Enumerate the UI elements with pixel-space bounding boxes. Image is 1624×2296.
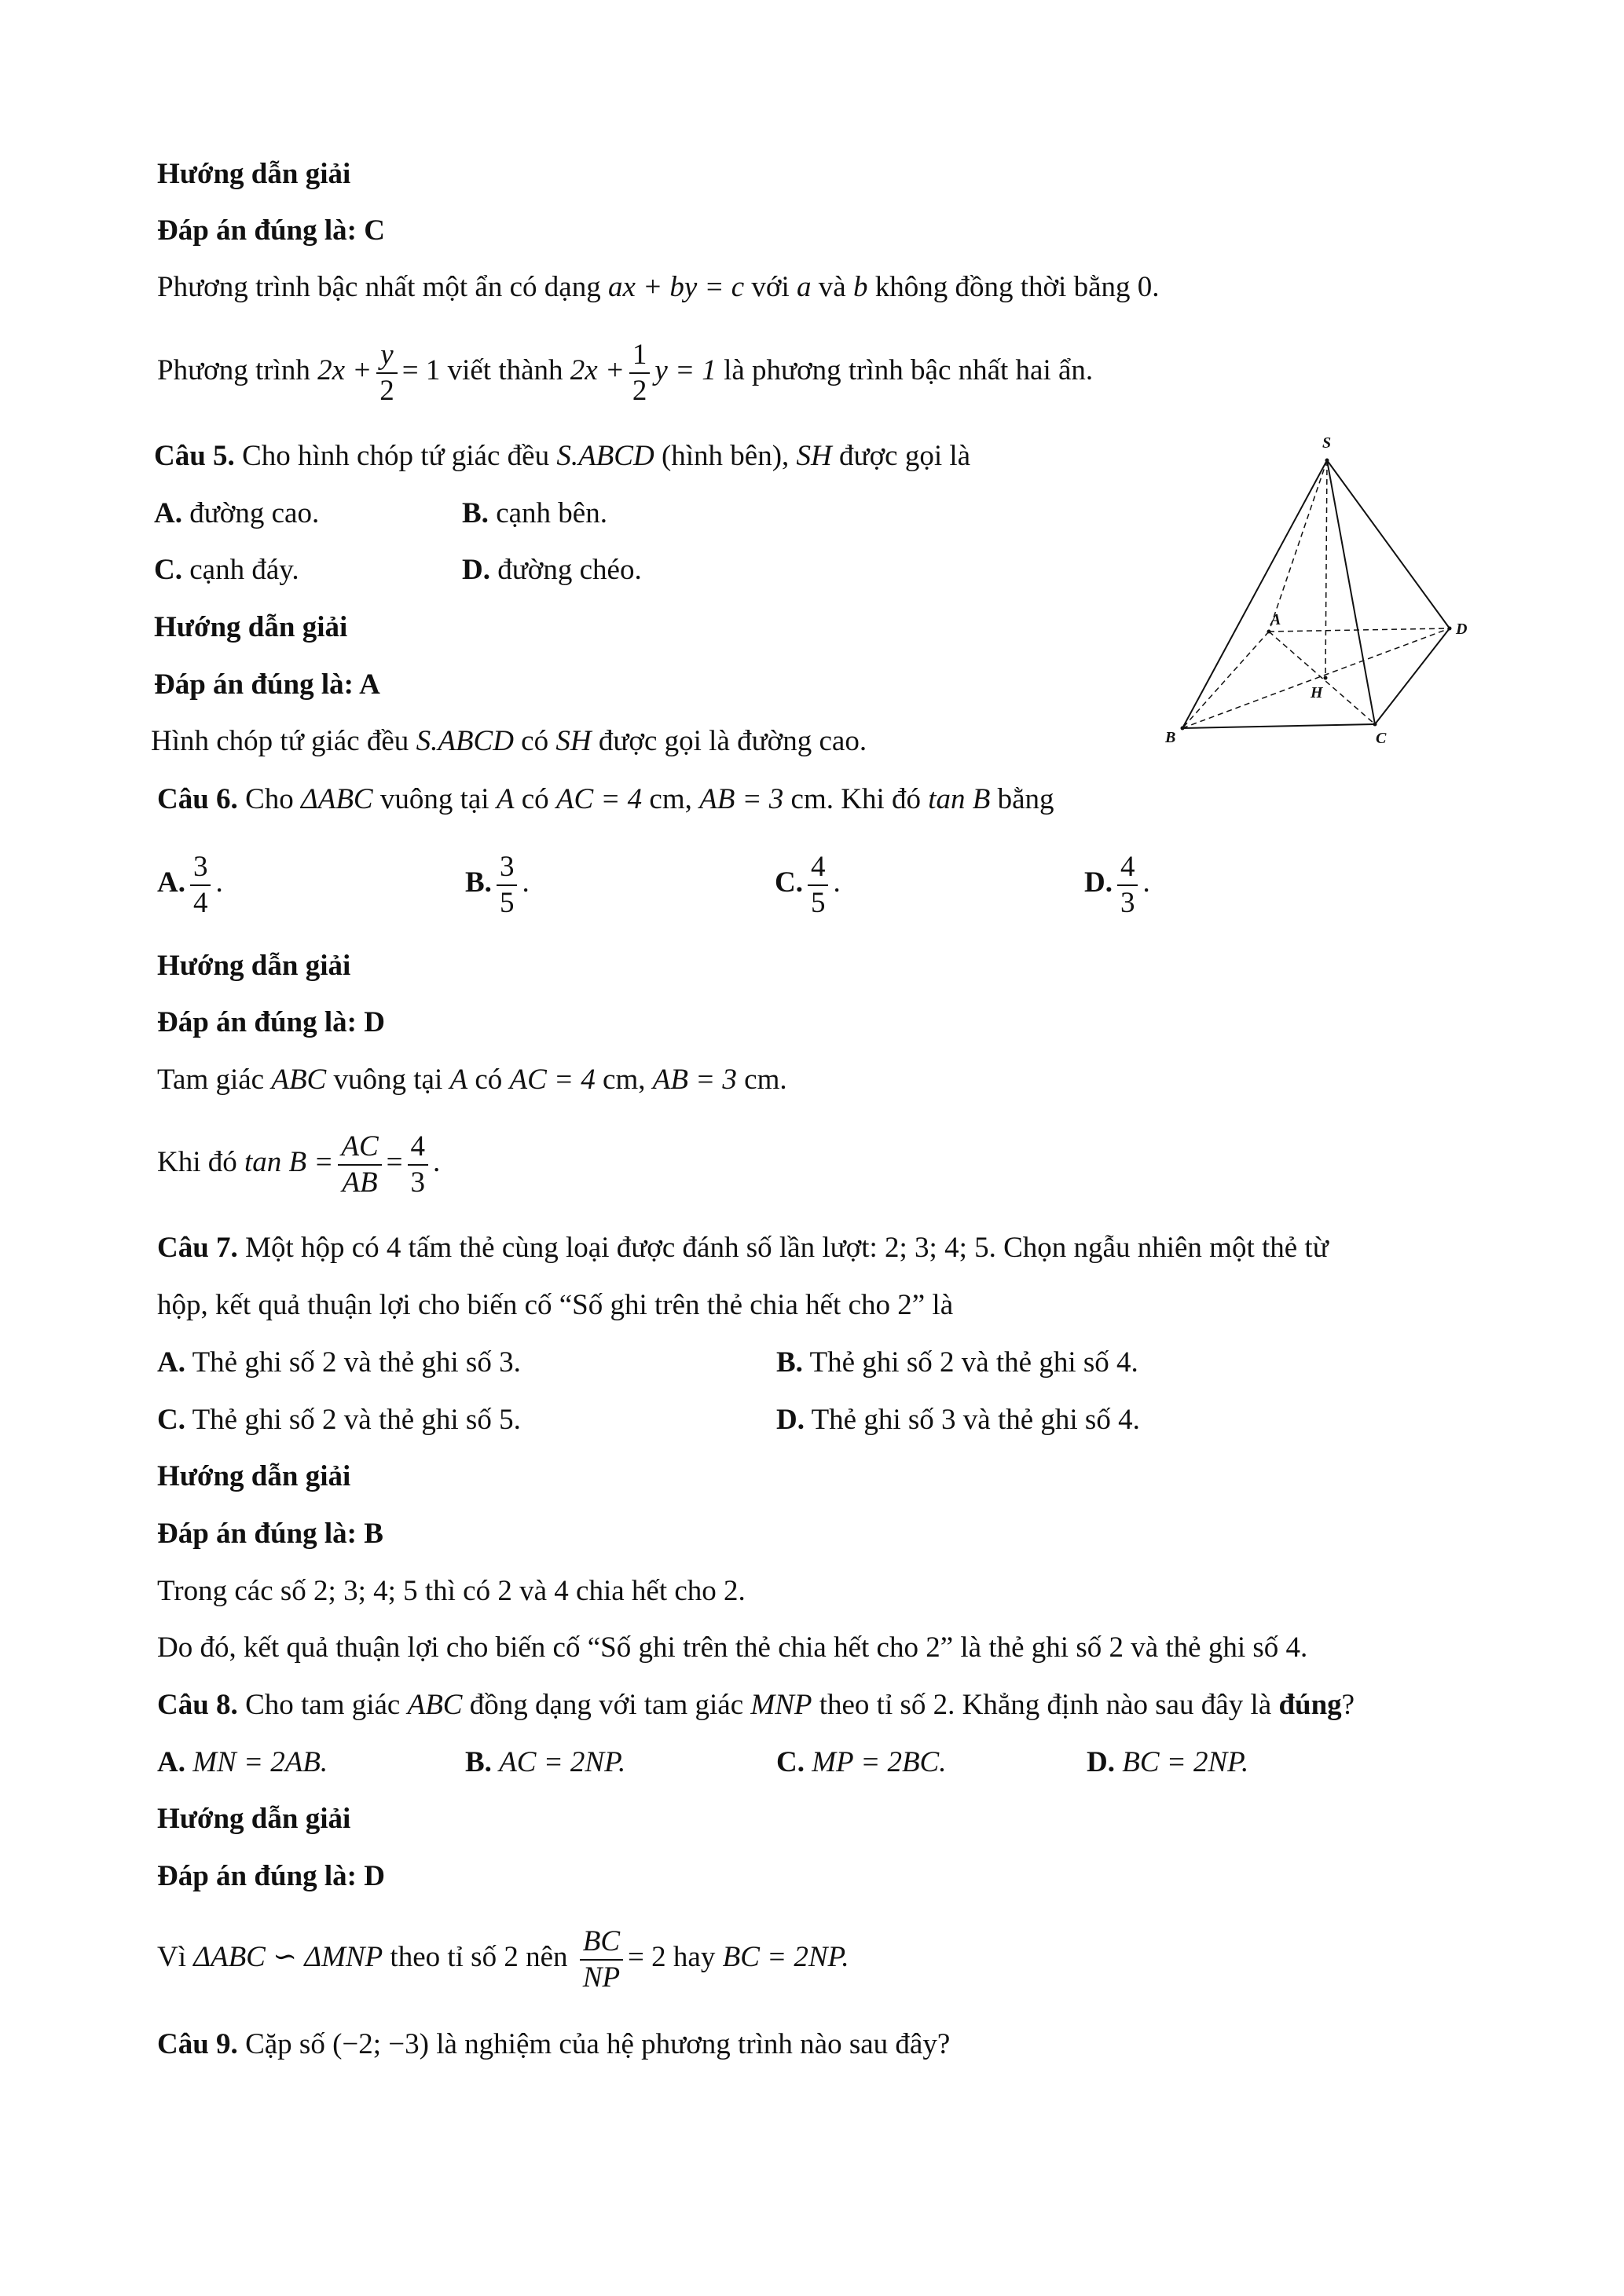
text: bằng xyxy=(990,783,1054,815)
text: vuông tại xyxy=(326,1064,450,1096)
q4-solution-heading: Hướng dẫn giải xyxy=(157,158,351,190)
q4-solution-line1 xyxy=(157,270,1160,305)
option-math: MN = 2AB. xyxy=(192,1746,328,1778)
option-label: C. xyxy=(776,1746,805,1778)
question-label: Câu 7. xyxy=(157,1232,238,1264)
q7-question-line2: hộp, kết quả thuận lợi cho biến cố “Số ghi trên thẻ chia hết cho 2” là xyxy=(157,1289,954,1321)
option-label: D. xyxy=(1084,866,1113,899)
option-label: C. xyxy=(157,1404,185,1436)
question-label: Câu 9. xyxy=(157,2028,238,2060)
math: BC = 2NP. xyxy=(722,1941,849,1973)
edge-sc xyxy=(1327,460,1375,724)
q7-option-a xyxy=(157,1346,521,1380)
option-text: Thẻ ghi số 3 và thẻ ghi số 4. xyxy=(804,1404,1140,1436)
q6-option-c: C. $\frac{4}{5}$ . xyxy=(775,850,841,919)
text: với xyxy=(744,271,797,303)
math: ΔABC xyxy=(301,783,373,815)
text: Phương trình xyxy=(157,354,318,386)
option-label: B. xyxy=(776,1346,803,1379)
diagonal-bd xyxy=(1182,628,1450,728)
q7-option-c xyxy=(157,1403,521,1437)
math: = xyxy=(386,1146,403,1178)
math: ABC xyxy=(407,1689,463,1721)
numerator: 4 xyxy=(408,1130,429,1166)
math: AC = 4 xyxy=(509,1064,596,1096)
math: MNP xyxy=(750,1689,812,1721)
text: ? xyxy=(1341,1689,1355,1721)
fraction xyxy=(629,338,651,408)
point-h xyxy=(1324,676,1328,680)
q4-solution-line2 xyxy=(157,336,1093,408)
q8-question xyxy=(157,1688,1355,1723)
option-label: A. xyxy=(157,1346,185,1379)
q5-option-b xyxy=(462,496,607,531)
q8-solution-heading: Hướng dẫn giải xyxy=(157,1803,351,1835)
edge-sa xyxy=(1269,460,1327,632)
pyramid-figure xyxy=(1143,432,1489,762)
numerator: 4 xyxy=(1117,850,1138,886)
text: viết thành xyxy=(440,354,570,386)
q6-option-a: A. $\frac{3}{4}$ . xyxy=(157,850,223,919)
option-label: B. xyxy=(465,866,492,899)
math: ΔABC ∽ ΔMNP xyxy=(193,1941,383,1973)
numerator: BC xyxy=(580,1924,623,1961)
fraction xyxy=(1117,850,1138,921)
height-sh xyxy=(1325,460,1327,678)
text: . xyxy=(433,1146,441,1178)
math: = 2 xyxy=(628,1941,666,1973)
math: = 1 xyxy=(401,354,441,386)
option-label: A. xyxy=(157,1746,185,1778)
denominator: NP xyxy=(582,1961,621,1994)
text: không đồng thời bằng 0. xyxy=(867,271,1160,303)
text: cm, xyxy=(595,1064,653,1096)
fraction xyxy=(338,1130,381,1200)
q8-answer: Đáp án đúng là: D xyxy=(157,1860,385,1892)
text: Cho hình chóp tứ giác đều xyxy=(234,440,557,472)
math: ax + by = c xyxy=(607,271,745,303)
text: là nghiệm của hệ phương trình nào sau đây? xyxy=(428,2028,951,2060)
point-b xyxy=(1181,727,1185,731)
q6-solution-line2 xyxy=(157,1128,440,1200)
q6-solution-line1 xyxy=(157,1063,787,1097)
q5-option-d xyxy=(462,553,642,588)
label-b: B xyxy=(1165,729,1176,746)
math: SH xyxy=(796,440,832,472)
text: có xyxy=(467,1064,510,1096)
q5-solution-line xyxy=(151,724,867,759)
edge-ab xyxy=(1182,632,1269,728)
text: vuông tại xyxy=(372,783,497,815)
option-label: C. xyxy=(775,866,803,899)
option-text: cạnh đáy. xyxy=(181,554,299,586)
numerator: 4 xyxy=(808,850,829,886)
math: A xyxy=(496,783,515,815)
option-text: Thẻ ghi số 2 và thẻ ghi số 5. xyxy=(185,1404,521,1436)
point-s xyxy=(1325,459,1329,463)
q5-answer: Đáp án đúng là: A xyxy=(154,668,380,701)
denominator: 3 xyxy=(1120,886,1135,919)
q5-solution-heading: Hướng dẫn giải xyxy=(154,611,348,643)
math: y = 1 xyxy=(654,354,717,386)
q8-option-c xyxy=(776,1745,947,1780)
denominator: 4 xyxy=(192,886,208,919)
text: Cặp số xyxy=(237,2028,333,2060)
q8-option-a xyxy=(157,1745,328,1780)
label-s: S xyxy=(1322,434,1332,452)
edge-sb xyxy=(1182,460,1327,728)
math: SH xyxy=(555,725,592,757)
edge-ad xyxy=(1269,628,1450,632)
option-text: đường chéo. xyxy=(489,554,642,586)
option-text: Thẻ ghi số 2 và thẻ ghi số 3. xyxy=(185,1346,521,1379)
option-label: B. xyxy=(462,497,489,529)
q7-answer: Đáp án đúng là: B xyxy=(157,1518,383,1550)
math: AB = 3 xyxy=(652,1064,737,1096)
option-label: D. xyxy=(462,554,490,586)
text: cm. xyxy=(736,1064,787,1096)
text: Hình chóp tứ giác đều xyxy=(151,725,416,757)
math: tan B = xyxy=(244,1146,334,1178)
q5-option-c xyxy=(154,553,299,588)
text: được gọi là đường cao. xyxy=(591,725,867,757)
math: b xyxy=(852,271,868,303)
label-a: A xyxy=(1270,611,1281,628)
fraction xyxy=(497,850,518,921)
q5-option-a xyxy=(154,496,319,531)
denominator: 2 xyxy=(632,374,647,407)
text: và xyxy=(811,271,853,303)
math: 2x + xyxy=(570,354,625,386)
q8-option-d xyxy=(1087,1745,1248,1780)
q9-question xyxy=(157,2027,950,2062)
numerator: 3 xyxy=(190,850,211,886)
text: Tam giác xyxy=(157,1064,272,1096)
denominator: 2 xyxy=(379,374,394,407)
text: Cho xyxy=(237,783,301,815)
math: A xyxy=(449,1064,468,1096)
option-math: MP = 2BC. xyxy=(812,1746,947,1778)
text: hay xyxy=(665,1941,723,1973)
edge-bc xyxy=(1182,724,1375,728)
label-h: H xyxy=(1311,684,1323,701)
text: Khi đó xyxy=(157,1146,244,1178)
q4-answer: Đáp án đúng là: C xyxy=(157,214,385,247)
option-math: AC = 2NP. xyxy=(499,1746,626,1778)
option-text: cạnh bên. xyxy=(488,497,607,529)
text: Phương trình bậc nhất một ẩn có dạng xyxy=(157,271,608,303)
label-d: D xyxy=(1456,621,1468,638)
option-label: A. xyxy=(157,866,185,899)
denominator: 5 xyxy=(499,886,515,919)
text: Một hộp có 4 tấm thẻ cùng loại được đánh số lần lượt: 2; 3; 4; 5. Chọn ngẫu nhiên một thẻ từ xyxy=(237,1232,1329,1264)
text: đồng dạng với tam giác xyxy=(462,1689,751,1721)
q8-option-b xyxy=(465,1745,625,1780)
math: 2x + xyxy=(317,354,372,386)
numerator: 1 xyxy=(629,338,651,374)
denominator: AB xyxy=(342,1166,378,1199)
q7-solution-line1: Trong các số 2; 3; 4; 5 thì có 2 và 4 chia hết cho 2. xyxy=(157,1575,746,1607)
math: AB = 3 xyxy=(699,783,784,815)
denominator: 3 xyxy=(410,1166,426,1199)
text: (hình bên), xyxy=(654,440,797,472)
q6-answer: Đáp án đúng là: D xyxy=(157,1006,385,1038)
option-label: D. xyxy=(1087,1746,1115,1778)
label-c: C xyxy=(1376,730,1387,747)
q7-option-b xyxy=(776,1346,1138,1380)
text: có xyxy=(513,725,556,757)
option-label: D. xyxy=(776,1404,805,1436)
text: là phương trình bậc nhất hai ẩn. xyxy=(716,354,1094,386)
q7-solution-line2: Do đó, kết quả thuận lợi cho biến cố “Số ghi trên thẻ chia hết cho 2” là thẻ ghi số 2 và thẻ ghi số 4. xyxy=(157,1631,1308,1664)
question-label: Câu 6. xyxy=(157,783,238,815)
fraction xyxy=(580,1924,623,1995)
numerator: 3 xyxy=(497,850,518,886)
option-label: B. xyxy=(465,1746,492,1778)
fraction xyxy=(190,850,211,921)
text: được gọi là xyxy=(831,440,971,472)
fraction xyxy=(408,1130,429,1200)
text: cm. Khi đó xyxy=(783,783,929,815)
numerator: AC xyxy=(338,1130,381,1166)
q5-question xyxy=(154,439,970,474)
math: a xyxy=(797,271,812,303)
q7-question-line1 xyxy=(157,1231,1329,1265)
fraction xyxy=(376,338,398,408)
text: theo tỉ số 2 nên xyxy=(383,1941,575,1973)
point-c xyxy=(1373,723,1377,727)
option-math: BC = 2NP. xyxy=(1122,1746,1249,1778)
question-label: Câu 5. xyxy=(154,440,235,472)
text: cm, xyxy=(642,783,700,815)
denominator: 5 xyxy=(810,886,826,919)
q6-question xyxy=(157,782,1054,817)
option-label: C. xyxy=(154,554,182,586)
text: có xyxy=(514,783,556,815)
q7-option-d xyxy=(776,1403,1140,1437)
math: (−2; −3) xyxy=(332,2028,429,2060)
math: S.ABCD xyxy=(416,725,514,757)
q6-option-d: D. $\frac{4}{3}$ . xyxy=(1084,850,1150,919)
diagonal-ac xyxy=(1269,632,1375,724)
edge-sd xyxy=(1327,460,1450,628)
emphasis: đúng xyxy=(1278,1689,1342,1721)
option-text: Thẻ ghi số 2 và thẻ ghi số 4. xyxy=(802,1346,1138,1379)
math: S.ABCD xyxy=(556,440,654,472)
math: AC = 4 xyxy=(555,783,643,815)
math: tan B xyxy=(928,783,991,815)
point-a xyxy=(1267,630,1271,634)
fraction xyxy=(808,850,829,921)
option-label: A. xyxy=(154,497,182,529)
option-text: đường cao. xyxy=(181,497,320,529)
q6-solution-heading: Hướng dẫn giải xyxy=(157,950,351,982)
numerator: y xyxy=(376,338,398,374)
question-label: Câu 8. xyxy=(157,1689,238,1721)
math: ABC xyxy=(271,1064,327,1096)
q7-solution-heading: Hướng dẫn giải xyxy=(157,1460,351,1492)
point-d xyxy=(1448,627,1452,631)
text: theo tỉ số 2. Khẳng định nào sau đây là xyxy=(812,1689,1279,1721)
text: Cho tam giác xyxy=(237,1689,408,1721)
text: Vì xyxy=(157,1941,194,1973)
q6-option-b: B. $\frac{3}{5}$ . xyxy=(465,850,530,919)
q8-solution-line xyxy=(157,1923,849,1995)
